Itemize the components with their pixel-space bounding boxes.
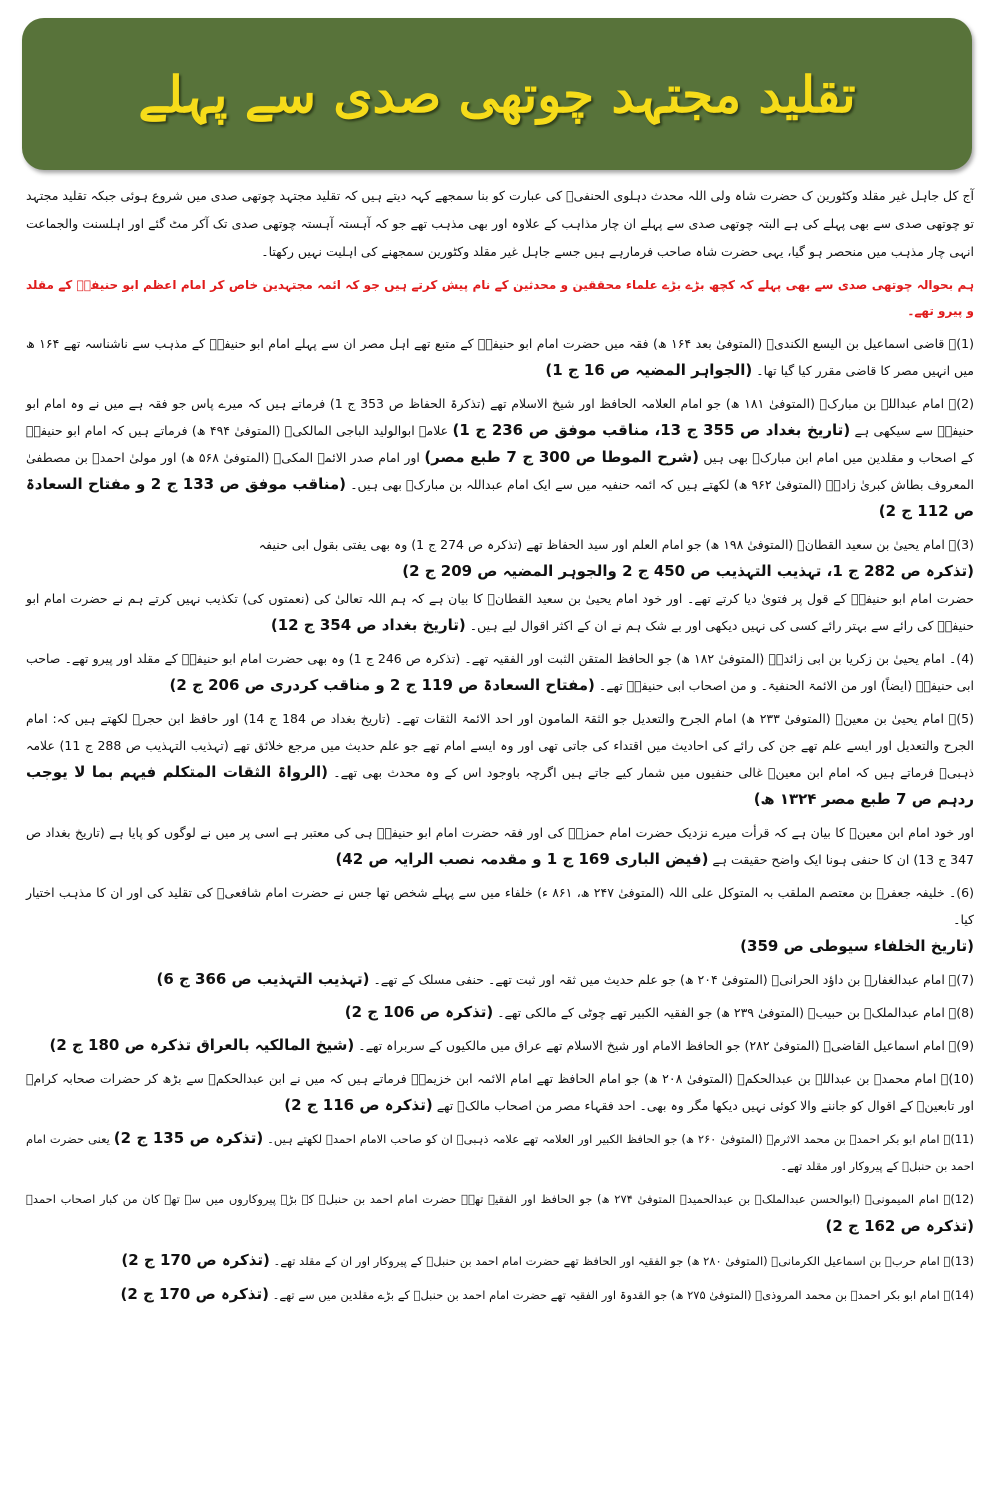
reference: (تذکرہ ص 170 ج 2) xyxy=(120,1285,269,1303)
reference: (مناقب موفق ص 133 ج 2 و مفتاح السعادۃ ص 112 ج 2) xyxy=(26,475,974,520)
list-item: (12)۔ امام المیمونیؒ (ابوالحسن عبدالملکؒ بن عبدالحمیدؒ المتوفیٰ ۲۷۴ ھ) جو الحافظ اور الفقیہ تھے۔ حضرت امام احمد بن حنبلؒ کے بڑے پیروکاروں میں سے تھے کان من کبار اصحاب احمدؒ (تذکرہ ص 162 ج 2) xyxy=(26,1192,974,1235)
reference: (الرواۃ الثقات المتکلم فیہم بما لا یوجب ردہم ص 7 طبع مصر ۱۳۲۴ ھ) xyxy=(26,763,974,808)
reference: (تاریخ بغداد ص 354 ج 12) xyxy=(270,616,466,634)
reference: (شرح الموطا ص 300 ج 7 طبع مصر) xyxy=(424,448,699,466)
list-item: (1)۔ قاضی اسماعیل بن الیسع الکندیؒ (المتوفیٰ بعد ۱۶۴ ھ) فقہ میں حضرت امام ابو حنیفہؒ کے متبع تھے اہل مصر ان سے پہلے امام ابو حنیفہؒ کے مذہب سے ناشناسہ تھے ۱۶۴ ھ میں انہیں مصر کا قاضی مقرر کیا گیا تھا۔ (الجواہر المضیہ ص 16 ج 1) xyxy=(26,336,974,379)
list-item: (3)۔ امام یحییٰ بن سعید القطانؒ (المتوفیٰ ۱۹۸ ھ) جو امام العلم اور سید الحفاظ تھے (تذکرہ ص 274 ج 1) وہ بھی یفتی بقول ابی حنیفہ (تذکرہ ص 282 ج 1، تہذیب التہذیب ص 450 ج 2 والجوہر المضیہ ص 209 ج 2) حضرت امام ابو حنیفہؒ کے قول پر فتویٰ دیا کرتے تھے۔ اور خود امام یحییٰ بن سعید القطانؒ کا بیان ہے کہ ہم اللہ تعالیٰ کی (نعمتوں کی) تکذیب نہیں کرتے ہم نے حضرت امام ابو حنیفہؒ کی رائے سے بہتر رائے کسی کی نہیں دیکھی اور بے شک ہم نے ان کے اکثر اقوال لیے ہیں۔ (تاریخ بغداد ص 354 ج 12) xyxy=(26,537,974,634)
reference: (مفتاح السعادۃ ص 119 ج 2 و مناقب کردری ص 206 ج 2) xyxy=(169,676,595,694)
list-item: (9)۔ امام اسماعیل القاضیؒ (المتوفیٰ ۲۸۲) جو الحافظ الامام اور شیخ الاسلام تھے عراق میں مالکیوں کے سربراہ تھے۔ (شیخ المالکیہ بالعراق تذکرہ ص 180 ج 2) xyxy=(49,1036,974,1054)
reference: (تذکرہ ص 135 ج 2) xyxy=(113,1129,264,1147)
reference: (تذکرہ ص 162 ج 2) xyxy=(825,1217,974,1235)
reference: (تہذیب التہذیب ص 366 ج 6) xyxy=(156,970,370,988)
reference: (الجواہر المضیہ ص 16 ج 1) xyxy=(545,361,753,379)
list-item: (13)۔ امام حربؒ بن اسماعیل الکرمانیؒ (المتوفیٰ ۲۸۰ ھ) جو الفقیہ اور الحافظ تھے حضرت امام احمد بن حنبلؒ کے پیروکار اور ان کے مقلد تھے۔ (تذکرہ ص 170 ج 2) xyxy=(121,1251,974,1269)
list-item: (2)۔ امام عبداللہ بن مبارکؒ (المتوفیٰ ۱۸۱ ھ) جو امام العلامہ الحافظ اور شیخ الاسلام تھے (تذکرۃ الحفاظ ص 353 ج 1) فرماتے ہیں کہ میرے پاس جو فقہ ہے میں نے وہ امام ابو حنیفہؒ سے سیکھی ہے (تاریخ بغداد ص 355 ج 13، مناقب موفق ص 236 ج 1) علامہ ابوالولید الباجی المالکیؒ (المتوفیٰ ۴۹۴ ھ) فرماتے ہیں کہ امام ابو حنیفہؒ کے اصحاب و مقلدین میں امام ابن مبارکؒ بھی ہیں (شرح الموطا ص 300 ج 7 طبع مصر) اور امام صدر الائمہ المکیؒ (المتوفیٰ ۵۶۸ ھ) اور مولیٰ احمدؒ بن مصطفیٰ المعروف بطاش کبریٰ زادہؒ (المتوفیٰ ۹۶۲ ھ) لکھتے ہیں کہ ائمہ حنفیہ میں سے ایک امام عبداللہ بن مبارکؒ بھی ہیں۔ (مناقب موفق ص 133 ج 2 و مفتاح السعادۃ ص 112 ج 2) xyxy=(26,396,975,520)
title-banner xyxy=(22,18,972,170)
reference: (تذکرہ ص 116 ج 2) xyxy=(284,1096,433,1114)
list-item: (11)۔ امام ابو بکر احمدؒ بن محمد الاثرمؒ (المتوفیٰ ۲۶۰ ھ) جو الحافظ الکبیر اور العلامہ تھے علامہ ذہبیؒ ان کو صاحب الامام احمدؒ لکھتے ہیں۔ (تذکرہ ص 135 ج 2) یعنی حضرت امام احمد بن حنبلؒ کے پیروکار اور مقلد تھے۔ xyxy=(26,1129,974,1173)
intro-paragraph: آج کل جاہل غیر مقلد وکٹورین ک حضرت شاہ ولی اللہ محدث دہلوی الحنفیؒ کی عبارت کو بنا سمجھے کہہ دیتے ہیں کہ تقلید مجتہد چوتھی صدی میں شروع ہوئی جبکہ تقلید مجتہد تو چوتھی صدی سے بھی پہلے کی ہے البتہ چوتھی صدی سے پہلے ان چار مذاہب کے علاوہ اور بھی مذہب تھے جو کہ آہستہ آہستہ چوتھی صدی تک آکر مٹ گئے اور اہلسنت والجماعت انہی چار مذہب میں منحصر ہو گیا، یہی حضرت شاہ صاحب فرمارہے ہیں جسے جاہل غیر مقلد وکٹورین سمجھنے کی اہلیت نہیں رکھتا۔ xyxy=(26,188,974,259)
reference: (تذکرہ ص 170 ج 2) xyxy=(121,1251,270,1269)
list-item: (4)۔ امام یحییٰ بن زکریا بن ابی زائدہؒ (المتوفیٰ ۱۸۲ ھ) جو الحافظ المتقن الثبت اور الفقیہ تھے۔ (تذکرہ ص 246 ج 1) وہ بھی حضرت امام ابو حنیفہؒ کے مقلد اور پیرو تھے۔ صاحب ابی حنیفہؒ (ایضاً) اور من الائمۃ الحنفیۃ۔ و من اصحاب ابی حنیفہؒ تھے۔ (مفتاح السعادۃ ص 119 ج 2 و مناقب کردری ص 206 ج 2) xyxy=(26,651,975,694)
list-item: (6)۔ خلیفہ جعفرؒ بن معتصم الملقب بہ المتوکل علی اللہ (المتوفیٰ ۲۴۷ ھ، ۸۶۱ ء) خلفاء میں سے پہلے شخص تھا جس نے حضرت امام شافعیؒ کی تقلید کی اور ان کا مذہب اختیار کیا۔ (تاریخ الخلفاء سیوطی ص 359) xyxy=(26,885,974,955)
list-item: (5)۔ امام یحییٰ بن معینؒ (المتوفیٰ ۲۳۳ ھ) امام الجرح والتعدیل جو الثقۃ المامون اور احد الائمۃ الثقات تھے۔ (تاریخ بغداد ص 184 ج 14) اور حافظ ابن حجرؒ لکھتے ہیں کہ: امام الجرح والتعدیل اور ایسے علم تھے جن کی رائے کی احادیث میں اقتداء کی جاتی تھی اور وہ ایسے امام تھے جو علم حدیث میں مرجع خلائق تھے (تہذیب التہذیب ص 288 ج 11) علامہ ذہبیؒ فرماتے ہیں کہ امام ابن معینؒ غالی حنفیوں میں شمار کیے جاتے ہیں اگرچہ باوجود اس کے وہ محدث بھی تھے۔ (الرواۃ الثقات المتکلم فیہم بما لا یوجب ردہم ص 7 طبع مصر ۱۳۲۴ ھ) xyxy=(26,711,975,808)
reference: (شیخ المالکیہ بالعراق تذکرہ ص 180 ج 2) xyxy=(49,1036,355,1054)
list-item: (14)۔ امام ابو بکر احمدؒ بن محمد المروذیؒ (المتوفیٰ ۲۷۵ ھ) جو القدوۃ اور الفقیہ تھے حضرت امام احمد بن حنبلؒ کے بڑے مقلدین میں سے تھے۔ (تذکرہ ص 170 ج 2) xyxy=(120,1285,974,1303)
reference: (تذکرہ ص 106 ج 2) xyxy=(344,1003,494,1021)
list-item: اور خود امام ابن معینؒ کا بیان ہے کہ قرأت میرے نزدیک حضرت امام حمزہؒ کی اور فقہ حضرت امام ابو حنیفہؒ ہی کی معتبر ہے اسی پر میں نے لوگوں کو پایا ہے (تاریخ بغداد ص 347 ج 13) ان کا حنفی ہونا ایک واضح حقیقت ہے (فیض الباری 169 ج 1 و مقدمہ نصب الرایہ ص 42) xyxy=(26,825,974,868)
reference: (تاریخ الخلفاء سیوطی ص 359) xyxy=(740,937,974,955)
list-item: (8)۔ امام عبدالملکؒ بن حبیبؒ (المتوفیٰ ۲۳۹ ھ) جو الفقیہ الکبیر تھے چوٹی کے مالکی تھے۔ (تذکرہ ص 106 ج 2) xyxy=(344,1003,974,1021)
highlight-note: ہم بحوالہ چوتھی صدی سے بھی پہلے کہ کچھ بڑے بڑے علماء محققین و محدثین کے نام پیش کرتے ہیں جو کہ ائمہ مجتہدین خاص کر امام اعظم ابو حنیفہؒ کے مقلد و پیرو تھے۔ xyxy=(26,278,974,318)
article-body xyxy=(26,182,974,1315)
reference: (فیض الباری 169 ج 1 و مقدمہ نصب الرایہ ص 42) xyxy=(335,850,709,868)
page-title: تقلید مجتہد چوتھی صدی سے پہلے xyxy=(138,64,856,124)
reference: (تذکرہ ص 282 ج 1، تہذیب التہذیب ص 450 ج 2 والجوہر المضیہ ص 209 ج 2) xyxy=(402,562,974,580)
list-item: (7)۔ امام عبدالغفارؒ بن داؤد الحرانیؒ (المتوفیٰ ۲۰۴ ھ) جو علم حدیث میں ثقہ اور ثبت تھے۔ حنفی مسلک کے تھے۔ (تہذیب التہذیب ص 366 ج 6) xyxy=(156,970,974,988)
list-item: (10)۔ امام محمدؒ بن عبداللہ بن عبدالحکمؒ (المتوفیٰ ۲۰۸ ھ) جو امام الحافظ تھے امام الائمہ ابن خزیمہؒ فرماتے ہیں کہ میں نے ابن عبدالحکمؒ سے بڑھ کر حضرات صحابہ کرامؓ اور تابعینؒ کے اقوال کو جاننے والا کوئی نہیں دیکھا مگر وہ بھی۔ احد فقہاء مصر من اصحاب مالکؒ تھے (تذکرہ ص 116 ج 2) xyxy=(26,1071,974,1114)
reference: (تاریخ بغداد ص 355 ج 13، مناقب موفق ص 236 ج 1) xyxy=(452,421,851,439)
